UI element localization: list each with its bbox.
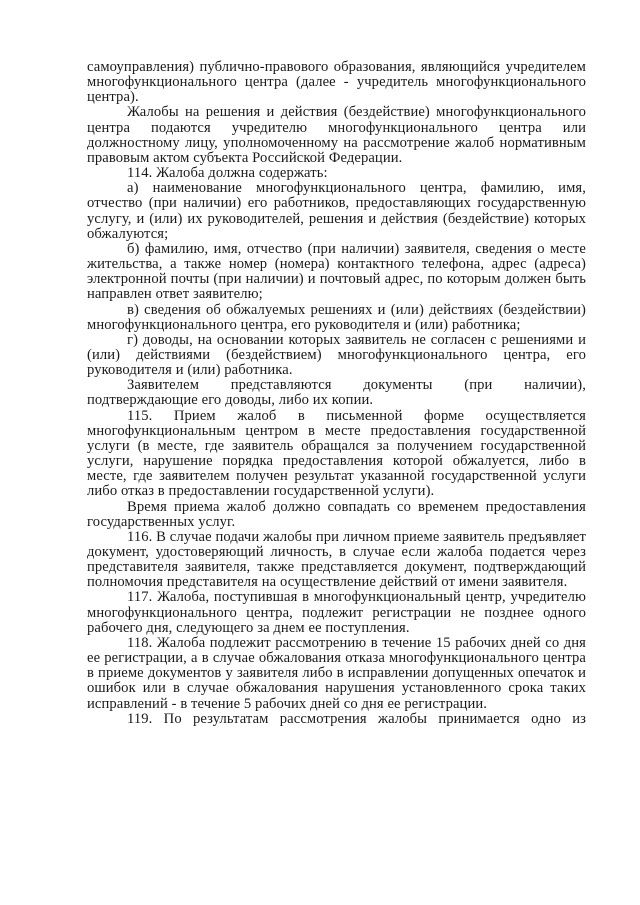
document-body: [87, 60, 586, 727]
paragraph-114-b: б) фамилию, имя, отчество (при наличии) заявителя, сведения о месте жительства, а также номер (номера) контактного телефона, адрес (адреса) электронной почты (при наличии) и почтовый адрес, по которым должен быть направлен ответ заявителю;: [87, 240, 586, 303]
paragraph-continuation: самоуправления) публично-правового образования, являющийся учредителем многофункционального центра (далее - учредитель многофункционального центра).: [87, 59, 586, 106]
paragraph-reception-time: Время приема жалоб должно совпадать со временем предоставления государственных услуг.: [87, 498, 586, 530]
paragraph-117: 117. Жалоба, поступившая в многофункциональный центр, учредителю многофункционального центра, подлежит регистрации не позднее одного рабочего дня, следующего за днем ее поступления.: [87, 589, 586, 636]
paragraph-114-g: г) доводы, на основании которых заявитель не согласен с решениями и (или) действиями (бездействием) многофункционального центра, его руководителя и (или) работника.: [87, 331, 586, 379]
paragraph-119: 119. По результатам рассмотрения жалобы принимается одно из: [127, 710, 586, 727]
paragraph-118: 118. Жалоба подлежит рассмотрению в течение 15 рабочих дней со дня ее регистрации, а в случае обжалования отказа многофункционального центра в приеме документов у заявителя либо в исправлении допущенных опечаток и ошибок или в случае обжалования нарушения установленного срока таких исправлений - в течение 5 рабочих дней со дня ее регистрации.: [87, 634, 586, 712]
paragraph-116: 116. В случае подачи жалобы при личном приеме заявитель предъявляет документ, удостоверяющий личность, в случае если жалоба подается через представителя заявителя, также представляется документ, подтверждающий полномочия представителя на осуществление действий от имени заявителя.: [87, 528, 586, 591]
paragraph-115: 115. Прием жалоб в письменной форме осуществляется многофункциональным центром в месте предоставления государственной услуги (в месте, где заявитель обращался за получением государственной услуги, нарушение порядка предоставления которой обжалуется, либо в месте, где заявителем получен результат указанной государственной услуги либо отказ в предоставлении государственной услуги).: [87, 407, 586, 500]
paragraph-114-heading: 114. Жалоба должна содержать:: [127, 165, 328, 182]
paragraph-supporting-documents: Заявителем представляются документы (при наличии), подтверждающие его доводы, либо их копии.: [87, 377, 586, 409]
paragraph-complaints-addressee: Жалобы на решения и действия (бездействие) многофункционального центра подаются учредителю многофункционального центра или должностному лицу, уполномоченному на рассмотрение жалоб нормативным правовым актом субъекта Российской Федерации.: [87, 104, 586, 166]
paragraph-114-a: а) наименование многофункционального центра, фамилию, имя, отчество (при наличии) его работников, предоставляющих государственную услугу, и (или) их руководителей, решения и действия (бездействие) которых обжалуются;: [87, 180, 586, 242]
paragraph-114-v: в) сведения об обжалуемых решениях и (или) действиях (бездействии) многофункционального центра, его руководителя и (или) работника;: [87, 301, 586, 333]
